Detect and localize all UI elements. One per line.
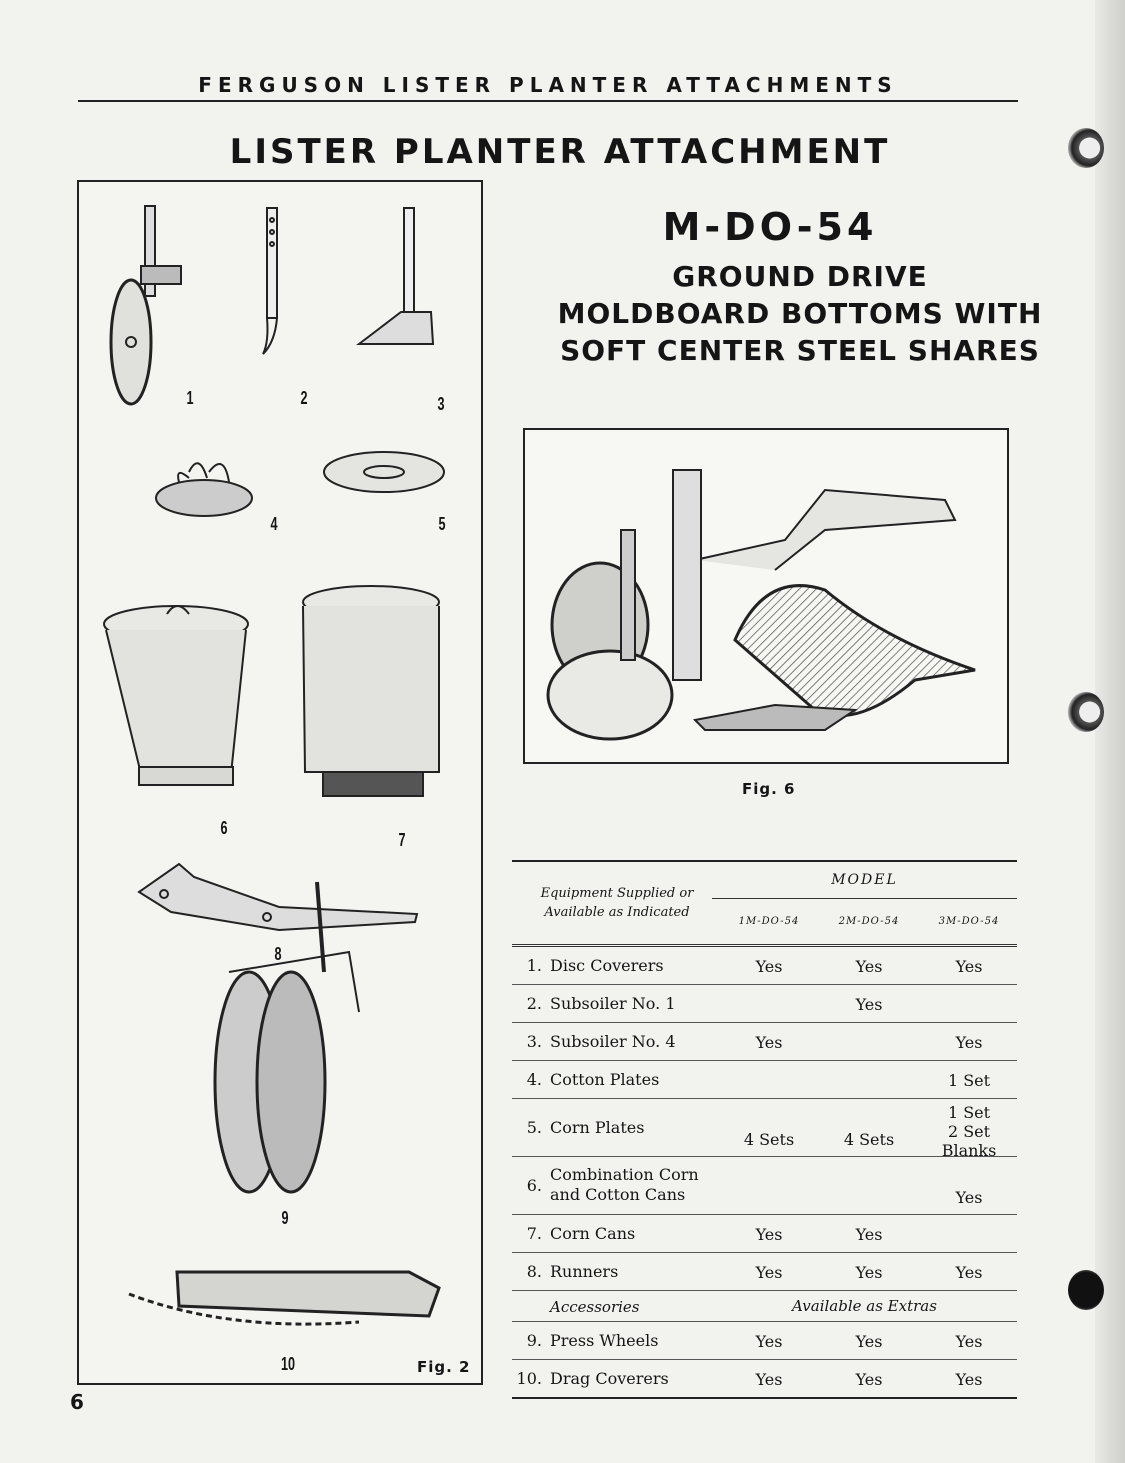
row-description-line: Combination Corn <box>550 1165 699 1184</box>
row-description-line: Drag Coverers <box>550 1368 669 1388</box>
row-value-col2-line: Yes <box>855 956 883 976</box>
equipment-header-line-1: Equipment Supplied or <box>540 886 694 901</box>
row-description <box>550 1070 720 1090</box>
row-value-col3-line: Yes <box>955 1032 983 1052</box>
planter-attachment-illustration <box>525 430 1007 762</box>
row-value-col2 <box>819 1263 919 1282</box>
corn-plate-illustration <box>324 452 444 492</box>
row-description-line: Runners <box>550 1261 619 1281</box>
drag-coverer-illustration <box>129 1272 439 1324</box>
row-value-col2 <box>819 1225 919 1244</box>
row-value-col1 <box>719 1225 819 1244</box>
binder-hole-bottom <box>1068 1270 1104 1310</box>
row-value-col3 <box>919 1263 1019 1282</box>
row-value-col3-line: Yes <box>955 1369 983 1389</box>
item-number-10: 10 <box>281 1354 296 1374</box>
row-value-col3-line: Yes <box>955 1331 983 1351</box>
row-description-line: Press Wheels <box>550 1330 659 1350</box>
table-row <box>512 1061 1017 1099</box>
table-row <box>512 1253 1017 1291</box>
row-description-line: and Cotton Cans <box>550 1185 686 1204</box>
item-number-9: 9 <box>281 1208 289 1228</box>
row-value-col3-line: Yes <box>955 1188 983 1207</box>
row-number: 7. <box>526 1223 542 1243</box>
row-value-col3-line: 1 Set <box>947 1070 991 1090</box>
table-header <box>512 862 1017 947</box>
table-body <box>512 947 1017 1399</box>
row-value-col2-line: Yes <box>855 1224 883 1244</box>
row-value-col3 <box>919 1188 1019 1207</box>
subtitle-line-2: MOLDBOARD BOTTOMS WITH <box>557 297 1043 330</box>
row-value-col3 <box>919 957 1019 976</box>
table-row <box>512 1360 1017 1399</box>
model-code: M-DO-54 <box>662 205 878 249</box>
row-description <box>550 1262 720 1282</box>
binder-hole-middle <box>1068 692 1104 732</box>
item-number-3: 3 <box>437 394 445 414</box>
row-number: 2. <box>526 993 542 1013</box>
row-number: 9. <box>526 1330 542 1350</box>
table-row <box>512 1215 1017 1253</box>
page-edge <box>1095 0 1125 1463</box>
row-description <box>550 1224 720 1244</box>
row-value-col1 <box>719 1263 819 1282</box>
page-number: 6 <box>70 1390 84 1414</box>
row-value-col3 <box>919 1071 1019 1090</box>
subsoiler-no-1-illustration <box>263 208 277 354</box>
combination-can-illustration <box>104 606 248 785</box>
cotton-plate-illustration <box>156 463 252 516</box>
row-value-col2-line: Yes <box>855 994 883 1014</box>
row-number: 8. <box>526 1261 542 1281</box>
row-number: 6. <box>526 1175 542 1195</box>
row-number: 1. <box>526 955 542 975</box>
row-description <box>550 1032 720 1052</box>
column-header-3: 3M-DO-54 <box>938 916 1000 927</box>
subtitle-line-3: SOFT CENTER STEEL SHARES <box>560 334 1040 367</box>
row-value-col1 <box>719 1332 819 1351</box>
row-value-col3 <box>919 1332 1019 1351</box>
row-number: 10. <box>516 1368 542 1388</box>
disc-coverer-illustration <box>111 206 181 404</box>
subsoiler-no-4-illustration <box>359 208 433 344</box>
item-number-2: 2 <box>300 388 308 408</box>
figure-2-box <box>77 180 483 1385</box>
row-description-line: Corn Cans <box>550 1223 636 1243</box>
row-number: 4. <box>526 1069 542 1089</box>
row-value-col3 <box>919 1103 1019 1160</box>
row-value-col2 <box>819 957 919 976</box>
row-value-col1-line: Yes <box>755 1224 783 1244</box>
table-row <box>512 1099 1017 1160</box>
page-title: LISTER PLANTER ATTACHMENT <box>229 132 891 172</box>
model-header-rule <box>712 898 1017 899</box>
item-number-8: 8 <box>274 944 282 964</box>
equipment-header <box>522 884 712 922</box>
row-number: 5. <box>526 1117 542 1137</box>
subtitle <box>520 258 1080 369</box>
item-number-1: 1 <box>186 388 194 408</box>
row-value-col1 <box>719 1033 819 1052</box>
row-description-line: Corn Plates <box>550 1117 645 1137</box>
row-value-col1-line: Yes <box>755 1032 783 1052</box>
accessories-label: Accessories <box>550 1298 640 1316</box>
row-value-col1 <box>719 1370 819 1389</box>
row-description-line: Disc Coverers <box>550 955 664 975</box>
table-row <box>512 1322 1017 1360</box>
equipment-header-line-2: Available as Indicated <box>544 905 690 920</box>
row-value-col3 <box>919 1370 1019 1389</box>
runner-illustration <box>139 864 417 930</box>
corn-can-illustration <box>303 586 439 796</box>
figure-2-illustrations <box>79 182 481 1383</box>
row-description-line: Cotton Plates <box>550 1069 660 1089</box>
binder-hole-top <box>1068 128 1104 168</box>
row-description <box>550 956 720 976</box>
row-value-col1-line: Yes <box>755 1262 783 1282</box>
item-number-6: 6 <box>220 818 228 838</box>
model-header: MODEL <box>831 872 898 888</box>
row-value-col1 <box>719 1130 819 1149</box>
row-value-col2 <box>819 995 919 1014</box>
item-number-4: 4 <box>270 514 278 534</box>
row-description-line: Subsoiler No. 1 <box>550 993 676 1013</box>
row-value-col2 <box>819 1370 919 1389</box>
row-value-col1-line: Yes <box>755 1369 783 1389</box>
row-value-col3 <box>919 1033 1019 1052</box>
column-header-1: 1M-DO-54 <box>738 916 800 927</box>
row-description <box>550 1331 720 1351</box>
row-description <box>550 1118 720 1138</box>
row-value-col3-line: Yes <box>955 956 983 976</box>
figure-2-label: Fig. 2 <box>417 1358 471 1376</box>
figure-6-photo <box>523 428 1009 764</box>
item-number-7: 7 <box>398 830 406 850</box>
item-number-5: 5 <box>438 514 446 534</box>
row-description-line: Subsoiler No. 4 <box>550 1031 676 1051</box>
subtitle-line-1: GROUND DRIVE <box>672 260 928 293</box>
row-value-col3-line: 1 Set <box>947 1103 991 1122</box>
accessories-row <box>512 1291 1017 1322</box>
table-row <box>512 985 1017 1023</box>
figure-6-label: Fig. 6 <box>742 780 796 798</box>
table-row <box>512 1023 1017 1061</box>
table-row <box>512 1157 1017 1215</box>
column-header-2: 2M-DO-54 <box>838 916 900 927</box>
row-description <box>550 1369 720 1389</box>
row-number: 3. <box>526 1031 542 1051</box>
row-value-col2-line: Yes <box>855 1262 883 1282</box>
row-value-col2-line: 4 Sets <box>843 1130 895 1149</box>
row-value-col2-line: Yes <box>855 1369 883 1389</box>
table-row <box>512 947 1017 985</box>
row-value-col1-line: Yes <box>755 956 783 976</box>
running-head: FERGUSON LISTER PLANTER ATTACHMENTS <box>78 70 1018 102</box>
equipment-table <box>512 860 1017 1399</box>
row-value-col1 <box>719 957 819 976</box>
row-value-col1-line: Yes <box>755 1331 783 1351</box>
row-description <box>550 994 720 1014</box>
row-value-col1-line: 4 Sets <box>743 1130 795 1149</box>
row-value-col2 <box>819 1130 919 1149</box>
row-value-col2 <box>819 1332 919 1351</box>
row-value-col3-line: 2 Set Blanks <box>941 1122 997 1160</box>
row-value-col3-line: Yes <box>955 1262 983 1282</box>
accessories-availability: Available as Extras <box>792 1297 937 1315</box>
row-value-col2-line: Yes <box>855 1331 883 1351</box>
row-description <box>550 1165 720 1205</box>
